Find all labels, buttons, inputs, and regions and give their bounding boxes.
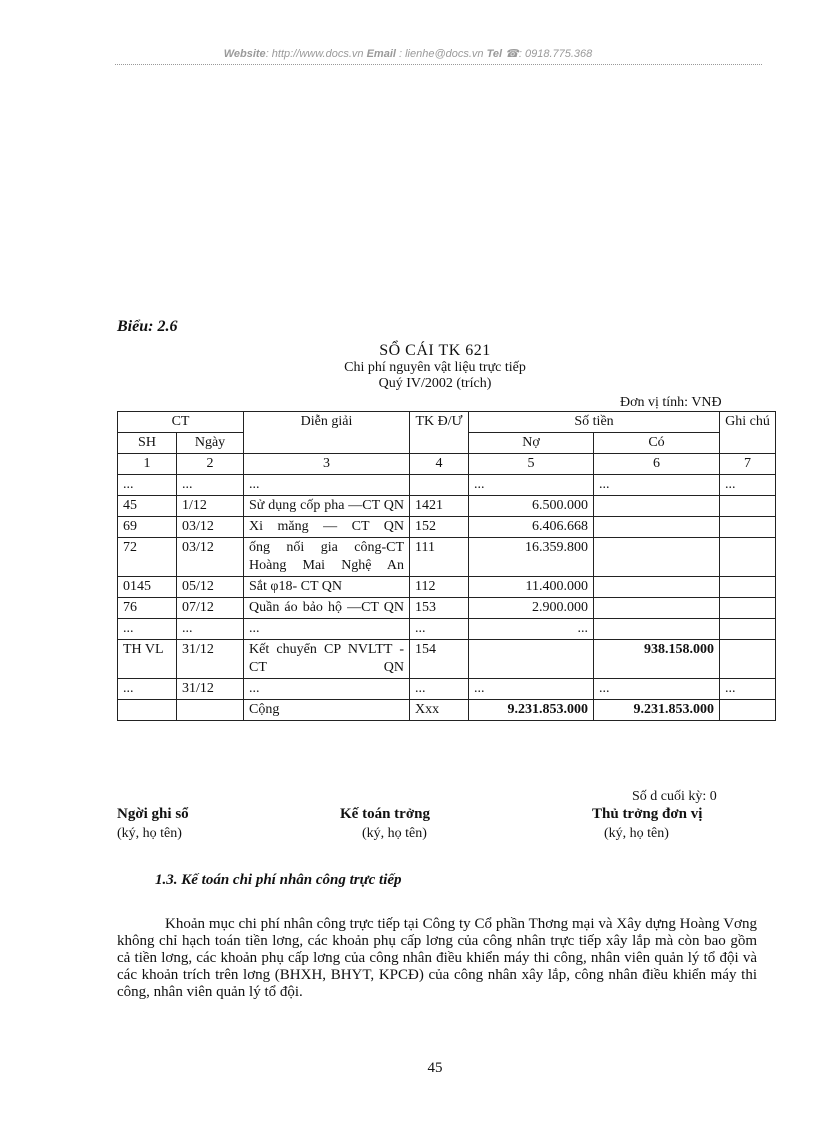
header-row	[118, 412, 776, 433]
ledger-title: SỔ CÁI TK 621	[379, 342, 491, 359]
cell-co	[594, 517, 720, 538]
cell-ngay: 31/12	[177, 640, 244, 679]
cell-dien-giai: Sử dụng cốp pha —CT QN	[244, 496, 410, 517]
cell-no: 9.231.853.000	[469, 700, 594, 721]
cell-dien-giai: Sắt φ18- CT QN	[244, 577, 410, 598]
cell-ngay: ...	[177, 475, 244, 496]
currency-unit: Đơn vị tính: VNĐ	[620, 395, 722, 410]
header-so-tien: Số tiền	[469, 412, 720, 433]
cell-sh: 0145	[118, 577, 177, 598]
phone-icon: ☎	[505, 48, 519, 60]
tel-value: : 0918.775.368	[518, 48, 593, 60]
cell-no: 2.900.000	[469, 598, 594, 619]
cell-co: 9.231.853.000	[594, 700, 720, 721]
cell-tk: 112	[410, 577, 469, 598]
cell-sh: TH VL	[118, 640, 177, 679]
cell-ghi-chu: ...	[720, 679, 776, 700]
cell-ghi-chu	[720, 598, 776, 619]
cell-no	[469, 640, 594, 679]
closing-balance: Số d cuối kỳ: 0	[632, 789, 717, 804]
header-co: Có	[594, 433, 720, 454]
signature-note: (ký, họ tên)	[362, 826, 427, 841]
cell-sh: ...	[118, 619, 177, 640]
cell-ghi-chu	[720, 640, 776, 679]
table-row	[118, 577, 776, 598]
cell-tk: 152	[410, 517, 469, 538]
ledger-titles	[0, 342, 816, 392]
col-num: 2	[177, 454, 244, 475]
cell-sh: ...	[118, 679, 177, 700]
cell-no: 6.500.000	[469, 496, 594, 517]
cell-no: 16.359.800	[469, 538, 594, 577]
cell-no: 11.400.000	[469, 577, 594, 598]
signature-title: Kế toán trởng	[340, 806, 430, 822]
ledger-table	[117, 411, 776, 721]
cell-dien-giai: Kết chuyển CP NVLTT - CT QN	[244, 640, 410, 679]
header-ct: CT	[118, 412, 244, 433]
header-no: Nợ	[469, 433, 594, 454]
cell-ngay: 07/12	[177, 598, 244, 619]
cell-co: 938.158.000	[594, 640, 720, 679]
cell-co	[594, 538, 720, 577]
cell-ngay: 1/12	[177, 496, 244, 517]
cell-ghi-chu	[720, 577, 776, 598]
cell-dien-giai: Cộng	[244, 700, 410, 721]
cell-tk: 1421	[410, 496, 469, 517]
col-num: 6	[594, 454, 720, 475]
ledger-subtitle: Chi phí nguyên vật liệu trực tiếp	[344, 360, 526, 375]
column-number-row	[118, 454, 776, 475]
cell-dien-giai: ống nối gia công-CT Hoàng Mai Nghệ An	[244, 538, 410, 577]
cell-dien-giai: ...	[244, 475, 410, 496]
cell-co: ...	[594, 679, 720, 700]
cell-sh: ...	[118, 475, 177, 496]
signature-title: Thủ trởng đơn vị	[592, 806, 703, 822]
cell-tk: 153	[410, 598, 469, 619]
cell-ngay: 31/12	[177, 679, 244, 700]
cell-ngay: 03/12	[177, 538, 244, 577]
cell-dien-giai: ...	[244, 679, 410, 700]
cell-dien-giai: Xi măng — CT QN	[244, 517, 410, 538]
page-number: 45	[427, 1060, 443, 1076]
cell-ngay: 03/12	[177, 517, 244, 538]
page-header	[0, 47, 816, 60]
col-num: 3	[244, 454, 410, 475]
table-row	[118, 640, 776, 679]
cell-ghi-chu	[720, 496, 776, 517]
header-tk: TK Đ/Ư	[410, 412, 469, 454]
cell-tk	[410, 475, 469, 496]
table-row	[118, 496, 776, 517]
cell-dien-giai: ...	[244, 619, 410, 640]
cell-sh: 72	[118, 538, 177, 577]
website-value[interactable]: : http://www.docs.vn	[265, 48, 364, 60]
cell-ghi-chu	[720, 619, 776, 640]
signature-note: (ký, họ tên)	[117, 826, 182, 841]
cell-co	[594, 598, 720, 619]
cell-ghi-chu	[720, 538, 776, 577]
ledger-period: Quý IV/2002 (trích)	[378, 376, 492, 391]
cell-ngay: ...	[177, 619, 244, 640]
header-sh: SH	[118, 433, 177, 454]
cell-sh: 76	[118, 598, 177, 619]
table-row	[118, 475, 776, 496]
header-ngay: Ngày	[177, 433, 244, 454]
col-num: 5	[469, 454, 594, 475]
tel-label: Tel	[486, 48, 503, 60]
website-label: Website	[223, 48, 266, 60]
cell-co	[594, 619, 720, 640]
figure-label: Biểu: 2.6	[117, 318, 178, 335]
cell-sh: 45	[118, 496, 177, 517]
table-row	[118, 679, 776, 700]
total-row	[118, 700, 776, 721]
col-num: 4	[410, 454, 469, 475]
email-value[interactable]: : lienhe@docs.vn	[399, 48, 484, 60]
table-row	[118, 619, 776, 640]
table-row	[118, 517, 776, 538]
cell-ghi-chu: ...	[720, 475, 776, 496]
header-divider	[115, 64, 762, 65]
cell-co	[594, 577, 720, 598]
cell-sh	[118, 700, 177, 721]
cell-no: ...	[469, 475, 594, 496]
cell-no: ...	[469, 679, 594, 700]
cell-tk: ...	[410, 679, 469, 700]
cell-dien-giai: Quần áo bảo hộ —CT QN	[244, 598, 410, 619]
section-heading: 1.3. Kế toán chi phí nhân công trực tiếp	[155, 872, 402, 888]
cell-ngay	[177, 700, 244, 721]
signature-title: Ngời ghi sổ	[117, 806, 189, 822]
email-label: Email	[366, 48, 396, 60]
cell-no: ...	[469, 619, 594, 640]
cell-no: 6.406.668	[469, 517, 594, 538]
header-ghi-chu: Ghi chú	[720, 412, 776, 454]
col-num: 1	[118, 454, 177, 475]
cell-ghi-chu	[720, 517, 776, 538]
cell-co	[594, 496, 720, 517]
table-row	[118, 538, 776, 577]
cell-ngay: 05/12	[177, 577, 244, 598]
cell-sh: 69	[118, 517, 177, 538]
signature-note: (ký, họ tên)	[604, 826, 669, 841]
cell-tk: 111	[410, 538, 469, 577]
header-dien-giai: Diễn giải	[244, 412, 410, 454]
cell-tk: ...	[410, 619, 469, 640]
cell-co: ...	[594, 475, 720, 496]
body-paragraph: Khoản mục chi phí nhân công trực tiếp tại Công ty Cổ phần Thơng mại và Xây dựng Hoàng Vơng không chỉ hạch toán tiền lơng, các khoản phụ cấp lơng của công nhân trực tiếp xây lắp mà còn bao gồm cả tiền lơng, các khoản phụ cấp lơng của công nhân điều khiển máy thi công, nhân viên quản lý tổ đội và các khoản trích trên lơng (BHXH, BHYT, KPCĐ) của công nhân xây lắp, công nhân điều khiển máy thi công, nhân viên quản lý tổ đội.	[117, 916, 757, 1000]
col-num: 7	[720, 454, 776, 475]
cell-tk: 154	[410, 640, 469, 679]
cell-tk: Xxx	[410, 700, 469, 721]
cell-ghi-chu	[720, 700, 776, 721]
table-row	[118, 598, 776, 619]
